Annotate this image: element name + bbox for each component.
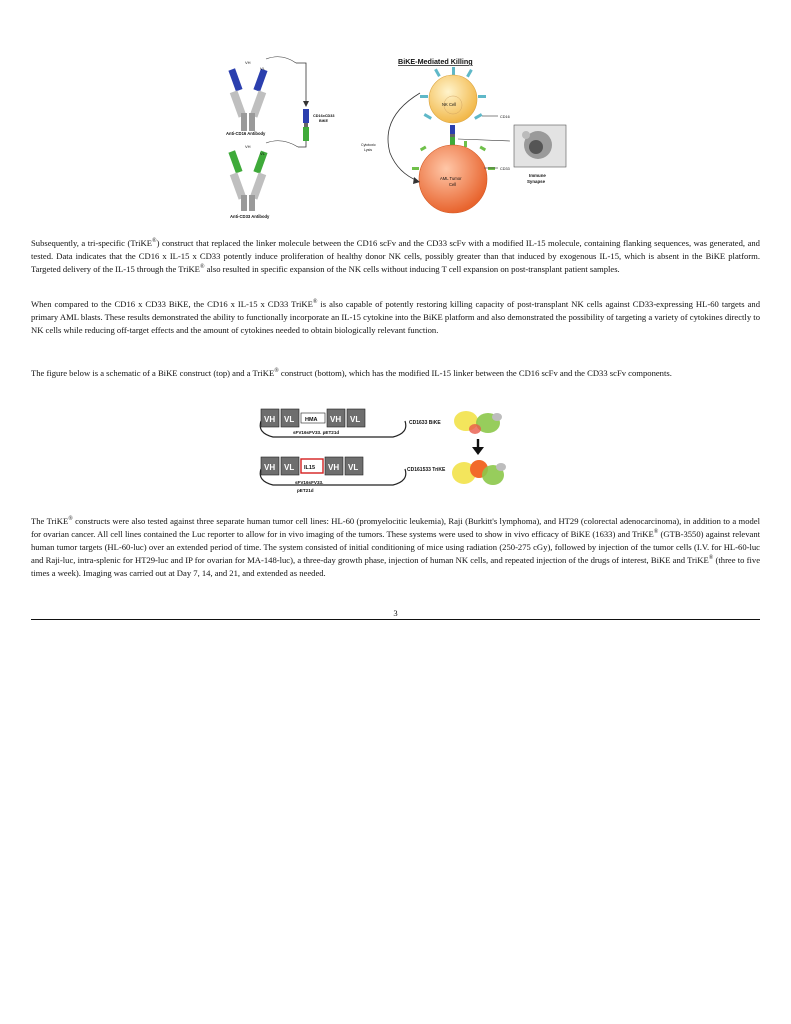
bike-vh-2: VH (330, 415, 342, 424)
footer-rule (31, 619, 760, 620)
anti-cd33-antibody-icon (228, 150, 267, 211)
paragraph-trike-intro: Subsequently, a tri-specific (TriKE®) construct that replaced the linker molecule between the CD16 scFv and the CD33 scFv with a modified IL-15 molecule, containing flanking sequences, was generated, and tested. Data indicates that the CD16 x IL-15 x CD33 potently induce proliferation of healthy donor NK cells, possibly greater than that induced by exogenous IL-15, which is absent in the BiKE platform. Targeted delivery of the IL-15 through the TriKE® also resulted in specific expansion of the NK cells without inducing T cell expansion on post-transplant patient samples. (31, 238, 760, 274)
bike-construct-label: CD1633 BiKE (409, 420, 441, 426)
nk-cell-icon (420, 67, 486, 123)
cd33-arrow-arc (266, 141, 298, 147)
trike-vl-1: VL (284, 463, 295, 472)
bike-trike-construct-figure (253, 403, 533, 499)
aml-label-1: AML Tumor (440, 176, 462, 181)
bike-mediated-killing-figure (220, 55, 546, 223)
bike-vh-1: VH (264, 415, 276, 424)
figure-title: BiKE-Mediated Killing (398, 57, 473, 66)
cd33-label: CD33 (500, 167, 510, 171)
trike-vh-2: VH (328, 463, 340, 472)
aml-label-2: Cell (449, 182, 457, 187)
anti-cd16-label: Anti-CD16 Antibody (226, 131, 266, 136)
immune-synapse-micrograph (514, 125, 566, 167)
nk-cell-label: NK Cell (442, 102, 457, 107)
synapse-label-1: Immune (529, 173, 546, 178)
bike-vl-2: VL (350, 415, 361, 424)
trike-vl-2: VL (348, 463, 359, 472)
paragraph-comparison: When compared to the CD16 x CD33 BiKE, the CD16 x IL-15 x CD33 TriKE® is also capable of potently restoring killing capacity of post-transplant NK cells against CD33-expressing HL-60 targets and primary AML blasts. These results demonstrated the ability to functionally incorporate an IL-15 cytokine into the BiKE platform and also demonstrated the possibility of targeting a variety of cytokines directly to NK cells while reducing off-target effects and the amount of cytokines needed to obtain biologically relevant function. (31, 299, 760, 335)
cd16-arrow-arc (266, 57, 296, 63)
trike-vh-1: VH (264, 463, 276, 472)
trike-plasmid-label-2: pET21d (297, 488, 314, 493)
lysis-label-2: Lysis (364, 148, 373, 152)
vl-label-2: VL (260, 151, 265, 156)
anti-cd16-antibody-icon (228, 68, 267, 131)
page-number: 3 (393, 608, 398, 618)
anti-cd33-label: Anti-CD33 Antibody (230, 214, 270, 219)
cd16-label: CD16 (500, 115, 510, 119)
il15-linker: IL15 (304, 465, 316, 471)
lysis-label-1: Cytotoxic (361, 143, 376, 147)
bike-label-1: CD16xCD33 (313, 114, 335, 118)
bike-vl-1: VL (284, 415, 295, 424)
bridging-bike-icon (450, 125, 455, 145)
bike-label-2: BiKE (319, 119, 329, 123)
vh-label-1: VH (245, 60, 251, 65)
trike-structure-icon (452, 460, 506, 485)
hma-linker: HMA (305, 417, 318, 423)
vl-label-1: VL (260, 66, 265, 71)
vh-label-2: VH (245, 144, 251, 149)
paragraph-figure-intro: The figure below is a schematic of a BiKE construct (top) and a TriKE® construct (bottom), which has the modified IL-15 linker between the CD16 scFv and the CD33 scFv components. (31, 368, 672, 378)
bike-plasmid-label: sFV16sFV33. pET21d (293, 430, 340, 435)
trike-plasmid-label-1: sFV16sFV33. (295, 480, 324, 485)
bike-molecule-icon (303, 109, 309, 141)
bike-structure-icon (454, 411, 502, 434)
synapse-label-2: Synapse (527, 179, 546, 184)
trike-construct-label: CD161533 TriKE (407, 467, 446, 473)
paragraph-tumor-lines: The TriKE® constructs were also tested against three separate human tumor cell lines: HL-60 (promyelocitic leukemia), Raji (Burkitt's lymphoma), and HT29 (colorectal adenocarcinoma), in addition to a model for ovarian cancer. All cell lines contained the Luc reporter to allow for in vivo imaging of the tumors. These systems were used to show in vivo efficacy of BiKE (1633) and TriKE® (GTB-3550) against relevant human tumor targets (HL-60-luc) over an extended period of time. The system consisted of initial conditioning of mice using radiation (250-275 cGy), followed by injection of the tumor cells (I.V. for HL-60-luc and Raji-luc, intra-splenic for HT29-luc and IP for ovarian for MA-148-luc), a three-day growth phase, injection of human NK cells, and repeated injection of the drugs of interest, BiKE and TriKE® (three to five times a week). Imaging was carried out at Day 7, 14, and 21, and extended as needed. (31, 516, 761, 578)
